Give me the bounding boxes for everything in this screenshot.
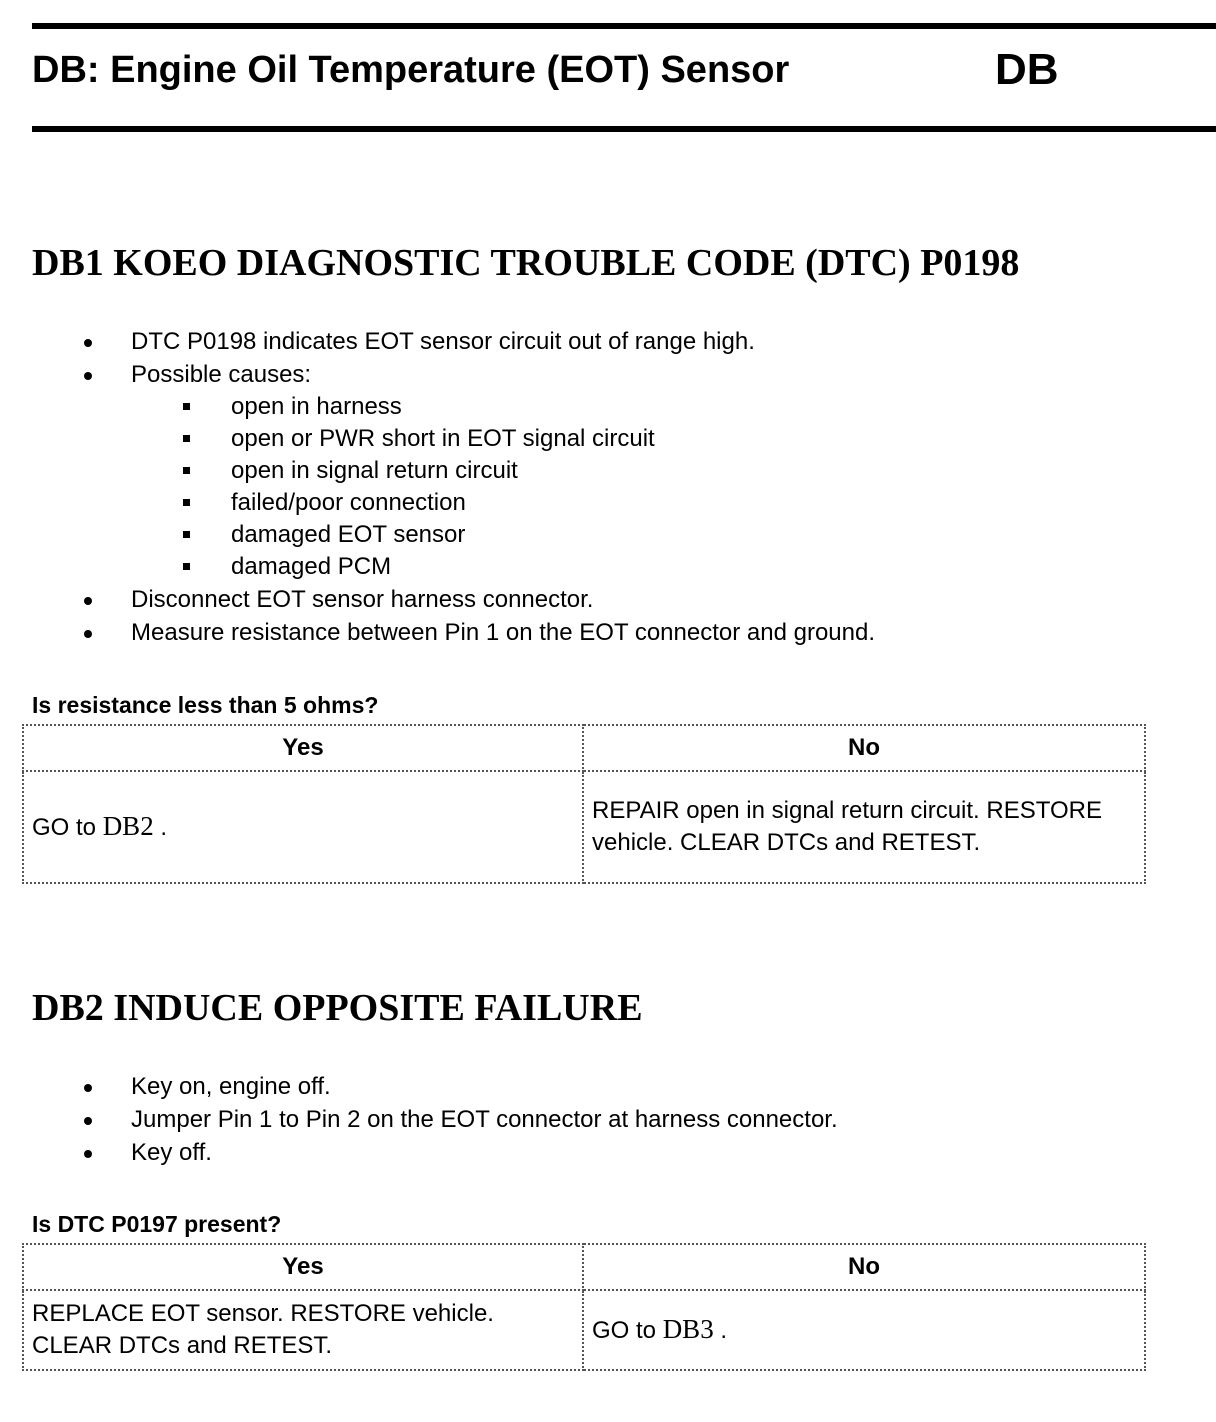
list-item: Key off. [32, 1136, 838, 1169]
list-item: open in signal return circuit [131, 455, 875, 487]
db1-answer-table [22, 724, 1146, 884]
db2-heading: DB2 INDUCE OPPOSITE FAILURE [32, 987, 643, 1029]
page-title: DB: Engine Oil Temperature (EOT) Sensor [32, 49, 790, 91]
table-header-row [23, 1244, 1145, 1290]
list-item: Possible causes: open in harness open or PWR short in EOT signal circuit open in signal return circuit failed/poor connection damaged EOT sensor damaged PCM [32, 358, 875, 583]
list-item: Key on, engine off. [32, 1070, 838, 1103]
list-item: open in harness [131, 391, 875, 423]
db2-yes-cell: REPLACE EOT sensor. RESTORE vehicle. CLEAR DTCs and RETEST. [23, 1290, 583, 1370]
list-item: Measure resistance between Pin 1 on the EOT connector and ground. [32, 616, 875, 649]
no-column-header: No [583, 1244, 1145, 1290]
db1-heading: DB1 KOEO DIAGNOSTIC TROUBLE CODE (DTC) P0198 [32, 242, 1020, 284]
bullet-square-icon [183, 403, 190, 410]
db2-no-cell: GO to DB3 . [583, 1290, 1145, 1370]
db2-question: Is DTC P0197 present? [32, 1211, 282, 1237]
bullet-square-icon [183, 467, 190, 474]
header-bottom-rule [32, 126, 1216, 132]
db1-no-cell: REPAIR open in signal return circuit. RESTORE vehicle. CLEAR DTCs and RETEST. [583, 771, 1145, 883]
go-to-db3-link[interactable]: DB3 [662, 1314, 714, 1344]
header-top-rule [32, 23, 1216, 29]
table-row [23, 1290, 1145, 1370]
bullet-square-icon [183, 531, 190, 538]
bullet-dot-icon [84, 597, 92, 605]
list-item: DTC P0198 indicates EOT sensor circuit out of range high. [32, 325, 875, 358]
db2-answer-table [22, 1243, 1146, 1371]
yes-column-header: Yes [23, 725, 583, 771]
possible-causes-list [131, 391, 875, 583]
bullet-dot-icon [84, 630, 92, 638]
list-item: damaged EOT sensor [131, 519, 875, 551]
list-item: Disconnect EOT sensor harness connector. [32, 583, 875, 616]
yes-column-header: Yes [23, 1244, 583, 1290]
bullet-square-icon [183, 563, 190, 570]
bullet-dot-icon [84, 372, 92, 380]
db1-bullet-list [32, 325, 875, 649]
bullet-dot-icon [84, 1150, 92, 1158]
bullet-dot-icon [84, 339, 92, 347]
table-row [23, 771, 1145, 883]
bullet-square-icon [183, 499, 190, 506]
db2-bullet-list [32, 1070, 838, 1169]
section-code: DB [995, 45, 1059, 94]
list-item: damaged PCM [131, 551, 875, 583]
go-to-db2-link[interactable]: DB2 [102, 811, 154, 841]
bullet-dot-icon [84, 1084, 92, 1092]
table-header-row [23, 725, 1145, 771]
list-item: open or PWR short in EOT signal circuit [131, 423, 875, 455]
bullet-square-icon [183, 435, 190, 442]
list-item: failed/poor connection [131, 487, 875, 519]
db1-yes-cell: GO to DB2 . [23, 771, 583, 883]
no-column-header: No [583, 725, 1145, 771]
list-item: Jumper Pin 1 to Pin 2 on the EOT connector at harness connector. [32, 1103, 838, 1136]
db1-question: Is resistance less than 5 ohms? [32, 692, 379, 718]
bullet-dot-icon [84, 1117, 92, 1125]
